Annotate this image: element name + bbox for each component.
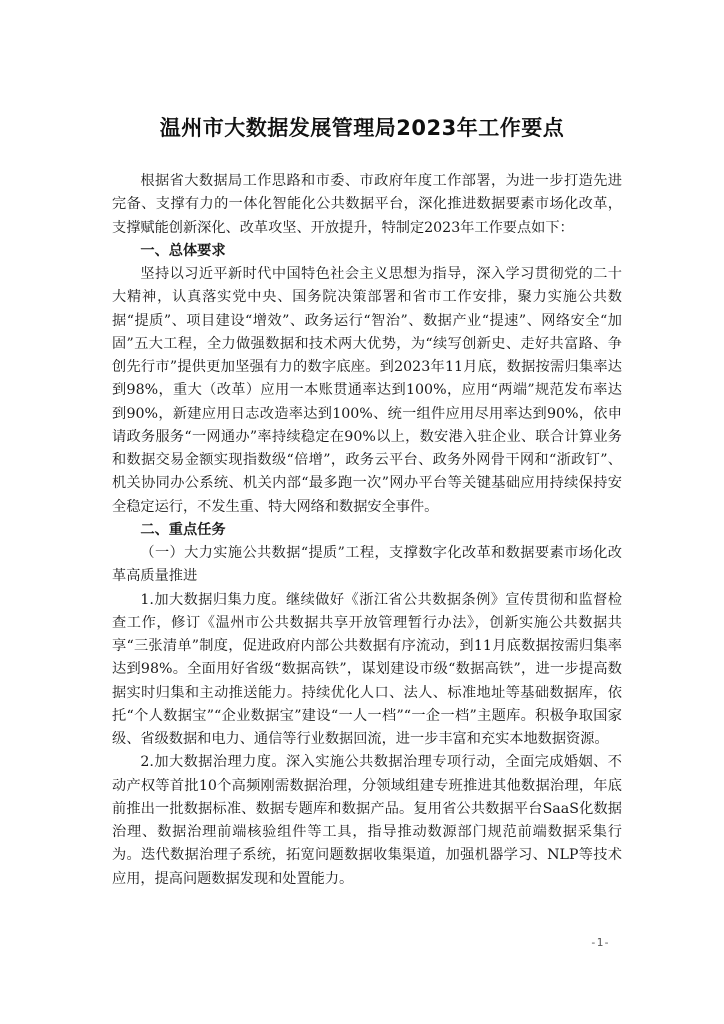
general-requirements-paragraph: 坚持以习近平新时代中国特色社会主义思想为指导，深入学习贯彻党的二十大精神，认真落实党中央、国务院决策部署和省市工作安排，聚力实施公共数据“提质”、项目建设“增效”、政务运行“智治”、数据产业“提速”、网络安全“加固”五大工程，全力做强数据和技术两大优势，为“续写创新史、走好共富路、争创先行市”提供更加坚强有力的数字底座。到2023年11月底，数据按需归集率达到98%，重大（改革）应用一本账贯通率达到100%，应用“两端”规范发布率达到90%，新建应用日志改造率达到100%、统一组件应用尽用率达到90%，依申请政务服务“一网通办”率持续稳定在90%以上，数安港入驻企业、联合计算业务和数据交易金额实现指数级“倍增”，政务云平台、政务外网骨干网和“浙政钉”、机关协同办公系统、机关内部“最多跑一次”网办平台等关键基础应用持续保持安全稳定运行，不发生重、特大网络和数据安全事件。 [112, 266, 622, 515]
subsection-heading-data-quality: （一）大力实施公共数据“提质”工程，支撑数字化改革和数据要素市场化改革高质量推进 [112, 545, 622, 585]
item-data-collection-paragraph: 1.加大数据归集力度。继续做好《浙江省公共数据条例》宣传贯彻和监督检查工作，修订《温州市公共数据共享开放管理暂行办法》，创新实施公共数据共享“三张清单”制度，促进政府内部公共数据有序流动，到11月底数据按需归集率达到98%。全面用好省级“数据高铁”，谋划建设市级“数据高铁”，进一步提高数据实时归集和主动推送能力。持续优化人口、法人、标准地址等基础数据库，依托“个人数据宝”“企业数据宝”建设“一人一档”“一企一档”主题库。积极争取国家级、省级数据和电力、通信等行业数据回流，进一步丰富和充实本地数据资源。 [112, 591, 622, 747]
document-body [112, 170, 622, 891]
intro-paragraph: 根据省大数据局工作思路和市委、市政府年度工作部署，为进一步打造先进完备、支撑有力的一体化智能化公共数据平台，深化推进数据要素市场化改革，支撑赋能创新深化、改革攻坚、开放提升，特制定2023年工作要点如下： [112, 173, 622, 236]
section-heading-general-requirements: 一、总体要求 [140, 242, 226, 259]
document-title: 温州市大数据发展管理局2023年工作要点 [159, 116, 565, 140]
item-data-governance-paragraph: 2.加大数据治理力度。深入实施公共数据治理专项行动，全面完成婚姻、不动产权等首批10个高频刚需数据治理，分领域组建专班推进其他数据治理，年底前推出一批数据标准、数据专题库和数据产品。复用省公共数据平台SaaS化数据治理、数据治理前端核验组件等工具，指导推动数源部门规范前端数据采集行为。迭代数据治理子系统，拓宽问题数据收集渠道，加强机器学习、NLP等技术应用，提高问题数据发现和处置能力。 [112, 754, 622, 887]
page-number: -1- [590, 936, 610, 949]
section-heading-key-tasks: 二、重点任务 [140, 521, 226, 538]
